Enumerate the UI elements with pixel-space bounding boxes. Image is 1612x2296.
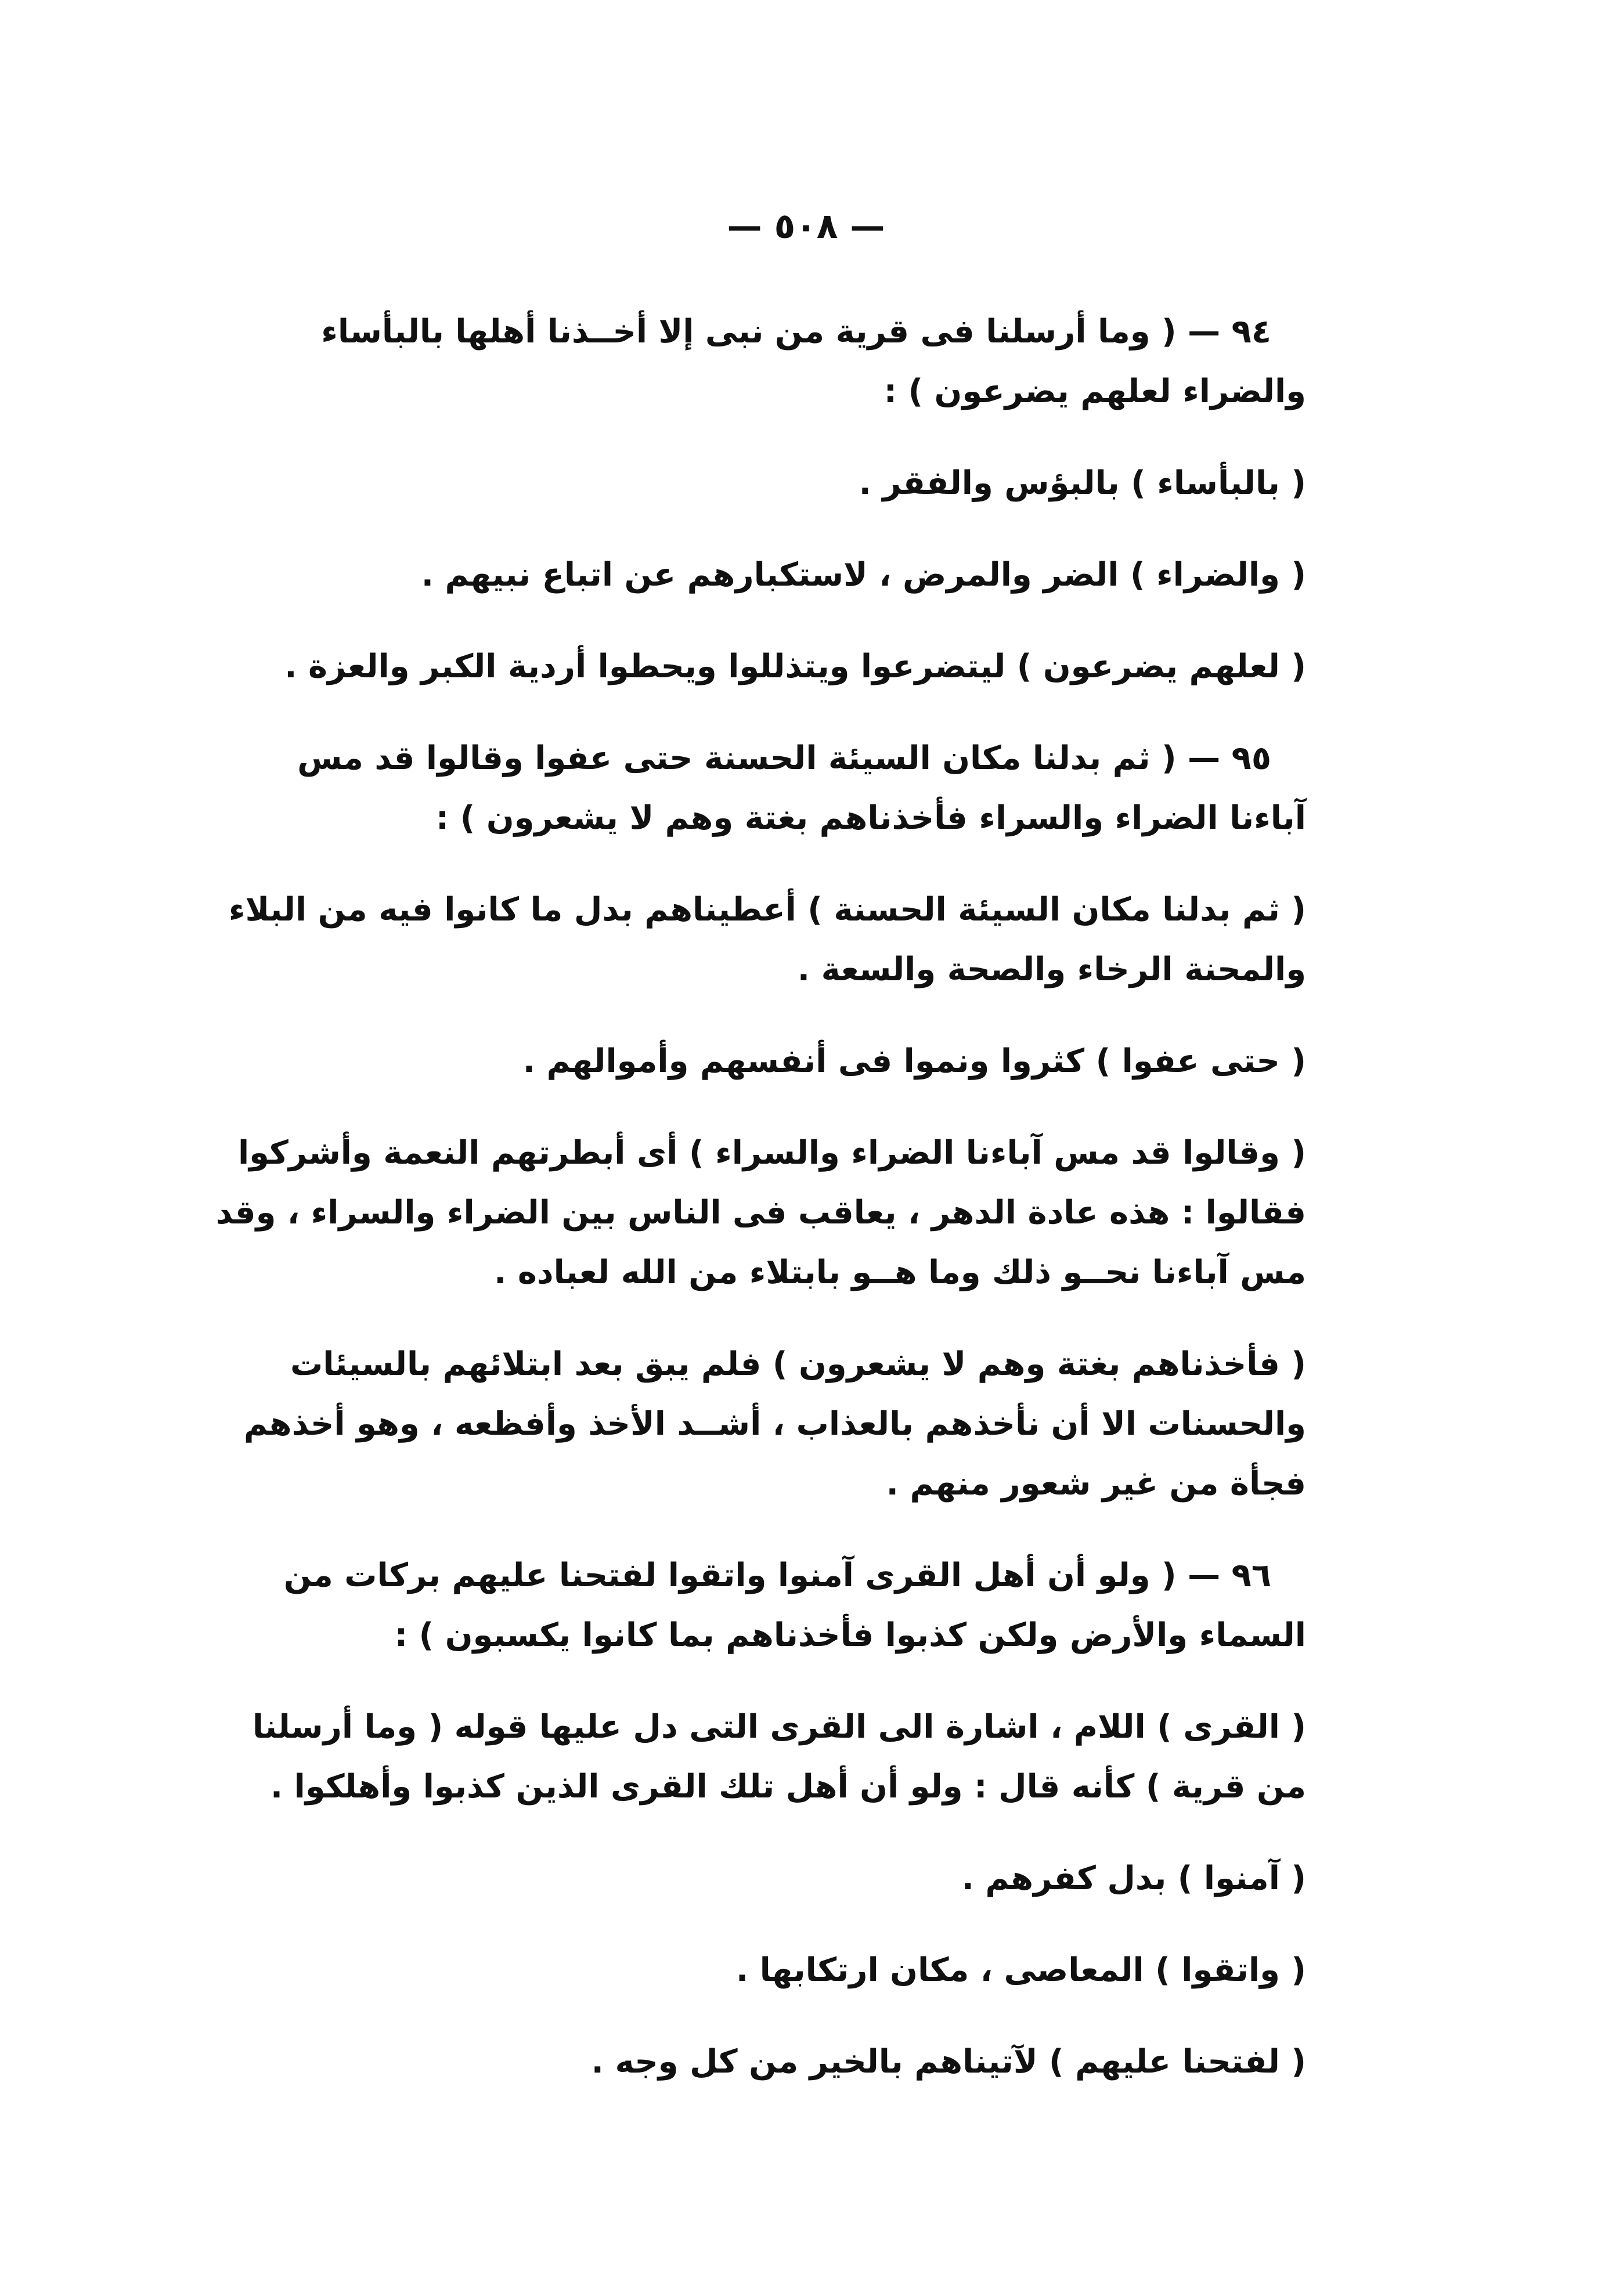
gloss-lafatahna: ( لفتحنا عليهم ) لآتيناهم بالخير من كل وجه . <box>591 2043 1306 2081</box>
page-content <box>215 302 1306 2124</box>
verse-96: ٩٦ — ( ولو أن أهل القرى آمنوا واتقوا لفتحنا عليهم بركات من السماء والأرض ولكن كذبوا فأخذناهم بما كانوا يكسبون ) : <box>283 1557 1306 1654</box>
gloss-hatta-afaw: ( حتى عفوا ) كثروا ونموا فى أنفسهم وأموالهم . <box>522 1042 1306 1080</box>
verse-94: ٩٤ — ( وما أرسلنا فى قرية من نبى إلا أخــذنا أهلها بالبأساء والضراء لعلهم يضرعون ) : <box>321 313 1306 410</box>
gloss-wattaqaw: ( واتقوا ) المعاصى ، مكان ارتكابها . <box>735 1951 1306 1989</box>
gloss-fa-akhadhnahum: ( فأخذناهم بغتة وهم لا يشعرون ) فلم يبق بعد ابتلائهم بالسيئات والحسنات الا أن نأخذهم بالعذاب ، أشــد الأخذ وأفظعه ، وهو أخذهم فجأة من غير شعور منهم . <box>243 1345 1306 1503</box>
gloss-wal-darraa: ( والضراء ) الضر والمرض ، لاستكبارهم عن اتباع نبيهم . <box>421 556 1306 594</box>
gloss-thumma-baddalna: ( ثم بدلنا مكان السيئة الحسنة ) أعطيناهم بدل ما كانوا فيه من البلاء والمحنة الرخاء والصحة والسعة . <box>228 891 1306 988</box>
gloss-amanoo: ( آمنوا ) بدل كفرهم . <box>961 1860 1306 1897</box>
gloss-wa-qaloo: ( وقالوا قد مس آباءنا الضراء والسراء ) أى أبطرتهم النعمة وأشركوا فقالوا : هذه عادة الدهر ، يعاقب فى الناس بين الضراء والسراء ، وقد مس آباءنا نحــو ذلك وما هــو بابتلاء من الله لعباده . <box>215 1134 1306 1291</box>
gloss-al-qura: ( القرى ) اللام ، اشارة الى القرى التى دل عليها قوله ( وما أرسلنا من قرية ) كأنه قال : ولو أن أهل تلك القرى الذين كذبوا وأهلكوا . <box>252 1708 1306 1806</box>
page-number: — ٥٠٨ — <box>727 206 885 247</box>
gloss-bil-basaa: ( بالبأساء ) بالبؤس والفقر . <box>859 464 1306 502</box>
gloss-laallahum-yadraoon: ( لعلهم يضرعون ) ليتضرعوا ويتذللوا ويحطوا أردية الكبر والعزة . <box>284 648 1306 685</box>
verse-95: ٩٥ — ( ثم بدلنا مكان السيئة الحسنة حتى عفوا وقالوا قد مس آباءنا الضراء والسراء فأخذناهم بغتة وهم لا يشعرون ) : <box>297 739 1306 837</box>
